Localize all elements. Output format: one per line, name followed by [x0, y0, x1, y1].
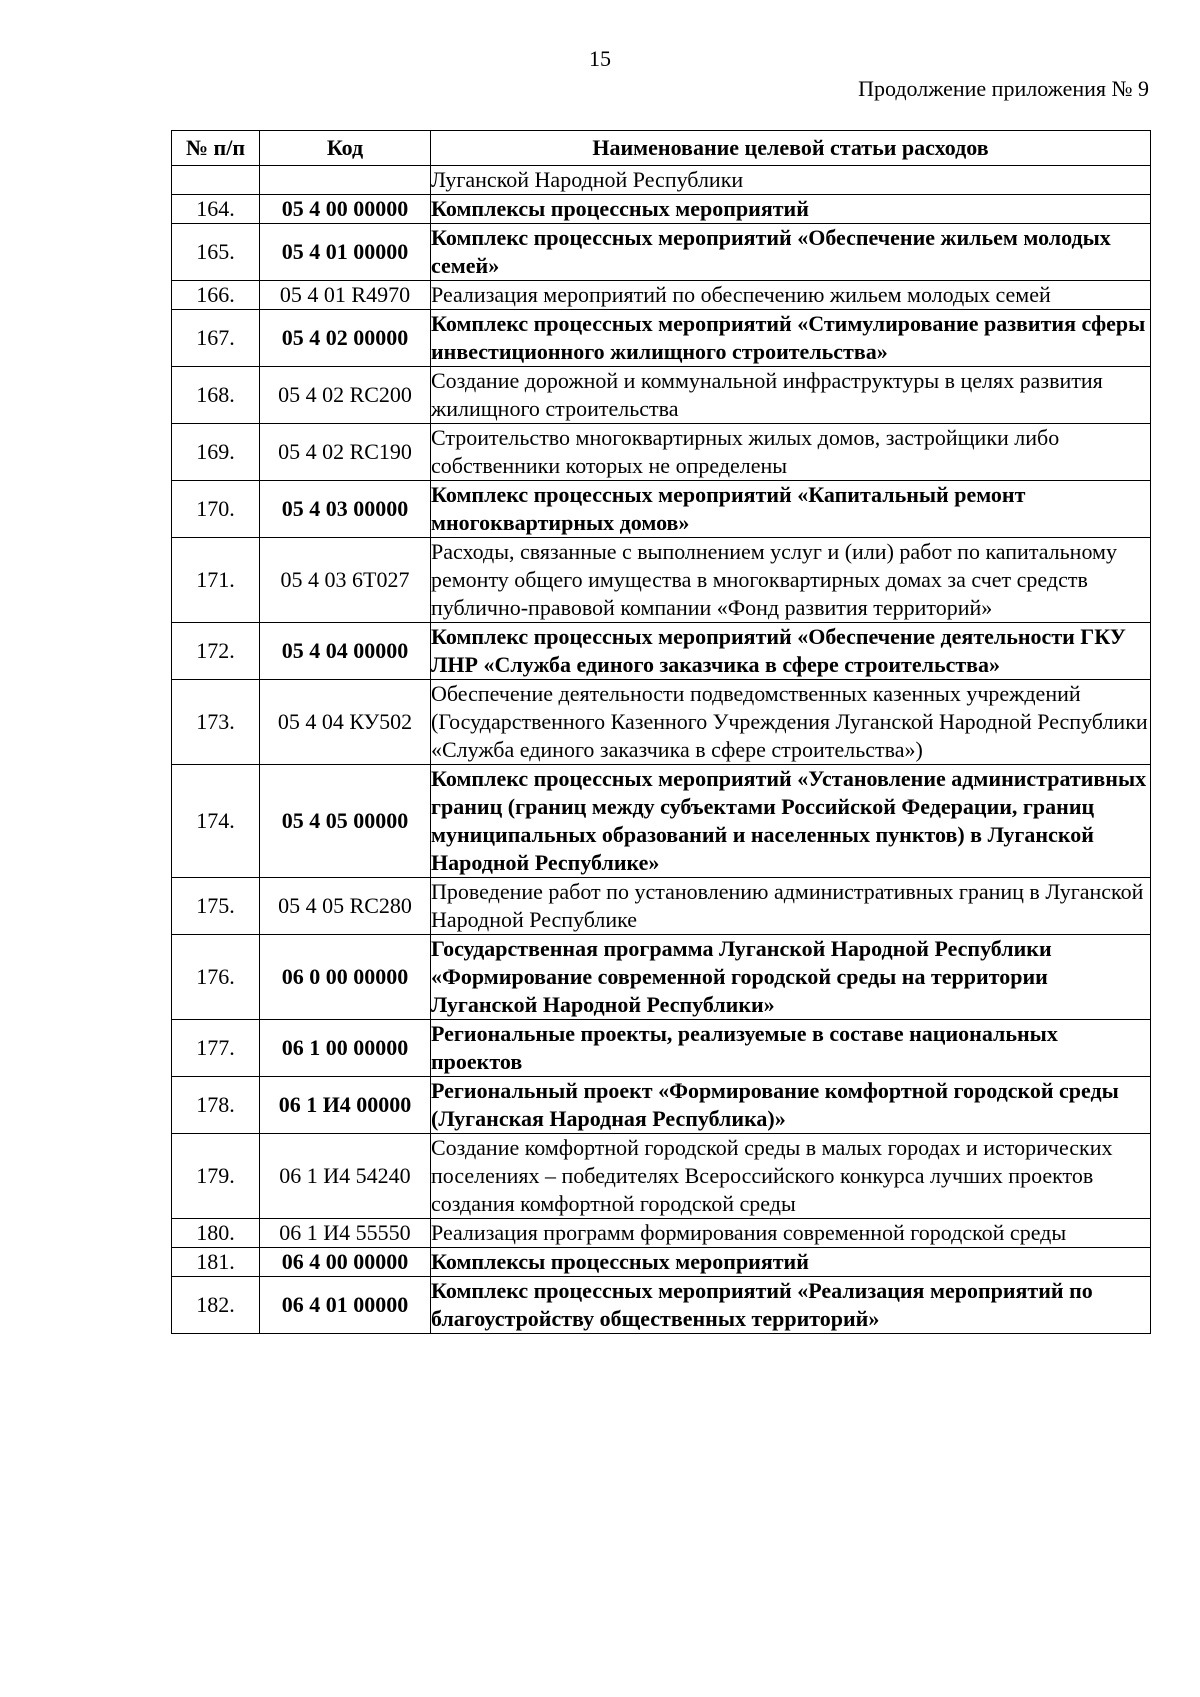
row-number: 181.: [172, 1248, 260, 1277]
row-name: Луганской Народной Республики: [431, 166, 1151, 195]
appendix-continuation-note: Продолжение приложения № 9: [858, 76, 1149, 101]
table-row: [172, 1248, 1151, 1277]
row-code: 05 4 02 00000: [260, 310, 431, 367]
table-row: [172, 680, 1151, 765]
table-body: [172, 166, 1151, 1334]
table-row: [172, 1134, 1151, 1219]
row-code: 05 4 05 00000: [260, 765, 431, 878]
row-number: 170.: [172, 481, 260, 538]
row-code: 06 1 И4 55550: [260, 1219, 431, 1248]
row-number: 168.: [172, 367, 260, 424]
row-name: Комплексы процессных мероприятий: [431, 195, 1151, 224]
row-name: Обеспечение деятельности подведомственных казенных учреждений (Государственного Казенного Учреждения Луганской Народной Республики «Служба единого заказчика в сфере строительства»): [431, 680, 1151, 765]
row-name: Комплекс процессных мероприятий «Капитальный ремонт многоквартирных домов»: [431, 481, 1151, 538]
row-name: Комплекс процессных мероприятий «Обеспечение жильем молодых семей»: [431, 224, 1151, 281]
row-name: Комплекс процессных мероприятий «Установление административных границ (границ между субъектами Российской Федерации, границ муниципальных образований и населенных пунктов) в Луганской Народной Республике»: [431, 765, 1151, 878]
table-row: [172, 935, 1151, 1020]
row-code: 05 4 05 RC280: [260, 878, 431, 935]
row-code: 06 1 И4 00000: [260, 1077, 431, 1134]
row-number: 164.: [172, 195, 260, 224]
row-name: Реализация мероприятий по обеспечению жильем молодых семей: [431, 281, 1151, 310]
row-number: 167.: [172, 310, 260, 367]
row-code: [260, 166, 431, 195]
header-number: № п/п: [172, 131, 260, 166]
table-row: [172, 195, 1151, 224]
row-code: 05 4 01 00000: [260, 224, 431, 281]
row-code: 05 4 04 КУ502: [260, 680, 431, 765]
row-code: 05 4 00 00000: [260, 195, 431, 224]
row-code: 05 4 03 00000: [260, 481, 431, 538]
row-name: Создание комфортной городской среды в малых городах и исторических поселениях – победителях Всероссийского конкурса лучших проектов создания комфортной городской среды: [431, 1134, 1151, 1219]
table-row: [172, 424, 1151, 481]
table-row: [172, 166, 1151, 195]
row-number: [172, 166, 260, 195]
table-row: [172, 878, 1151, 935]
table-row: [172, 1077, 1151, 1134]
table-row: [172, 765, 1151, 878]
row-number: 173.: [172, 680, 260, 765]
row-number: 171.: [172, 538, 260, 623]
table-row: [172, 367, 1151, 424]
row-number: 178.: [172, 1077, 260, 1134]
row-number: 172.: [172, 623, 260, 680]
row-number: 169.: [172, 424, 260, 481]
table-row: [172, 310, 1151, 367]
row-code: 06 0 00 00000: [260, 935, 431, 1020]
table-row: [172, 281, 1151, 310]
table-row: [172, 481, 1151, 538]
row-name: Расходы, связанные с выполнением услуг и (или) работ по капитальному ремонту общего имущества в многоквартирных домах за счет средств публично-правовой компании «Фонд развития территорий»: [431, 538, 1151, 623]
row-name: Проведение работ по установлению административных границ в Луганской Народной Республике: [431, 878, 1151, 935]
header-code: Код: [260, 131, 431, 166]
row-code: 06 1 И4 54240: [260, 1134, 431, 1219]
row-number: 180.: [172, 1219, 260, 1248]
row-name: Реализация программ формирования современной городской среды: [431, 1219, 1151, 1248]
row-code: 05 4 02 RC190: [260, 424, 431, 481]
row-number: 179.: [172, 1134, 260, 1219]
row-code: 05 4 04 00000: [260, 623, 431, 680]
row-name: Региональный проект «Формирование комфортной городской среды (Луганская Народная Республика)»: [431, 1077, 1151, 1134]
row-name: Комплексы процессных мероприятий: [431, 1248, 1151, 1277]
table-row: [172, 1020, 1151, 1077]
row-number: 165.: [172, 224, 260, 281]
table-row: [172, 538, 1151, 623]
row-code: 06 1 00 00000: [260, 1020, 431, 1077]
table-row: [172, 224, 1151, 281]
table-row: [172, 1219, 1151, 1248]
row-code: 05 4 02 RC200: [260, 367, 431, 424]
row-name: Комплекс процессных мероприятий «Реализация мероприятий по благоустройству общественных территорий»: [431, 1277, 1151, 1334]
row-number: 175.: [172, 878, 260, 935]
row-name: Комплекс процессных мероприятий «Обеспечение деятельности ГКУ ЛНР «Служба единого заказчика в сфере строительства»: [431, 623, 1151, 680]
row-number: 182.: [172, 1277, 260, 1334]
table-header-row: [172, 131, 1151, 166]
row-name: Региональные проекты, реализуемые в составе национальных проектов: [431, 1020, 1151, 1077]
row-number: 166.: [172, 281, 260, 310]
page-number: 15: [589, 46, 611, 71]
row-name: Строительство многоквартирных жилых домов, застройщики либо собственники которых не определены: [431, 424, 1151, 481]
row-code: 06 4 01 00000: [260, 1277, 431, 1334]
row-number: 177.: [172, 1020, 260, 1077]
table-row: [172, 1277, 1151, 1334]
row-name: Создание дорожной и коммунальной инфраструктуры в целях развития жилищного строительства: [431, 367, 1151, 424]
row-number: 174.: [172, 765, 260, 878]
row-code: 05 4 01 R4970: [260, 281, 431, 310]
row-name: Государственная программа Луганской Народной Республики «Формирование современной городской среды на территории Луганской Народной Республики»: [431, 935, 1151, 1020]
row-name: Комплекс процессных мероприятий «Стимулирование развития сферы инвестиционного жилищного строительства»: [431, 310, 1151, 367]
header-name: Наименование целевой статьи расходов: [431, 131, 1151, 166]
target-items-table: [171, 130, 1151, 1334]
row-code: 05 4 03 6Т027: [260, 538, 431, 623]
row-number: 176.: [172, 935, 260, 1020]
table-row: [172, 623, 1151, 680]
row-code: 06 4 00 00000: [260, 1248, 431, 1277]
